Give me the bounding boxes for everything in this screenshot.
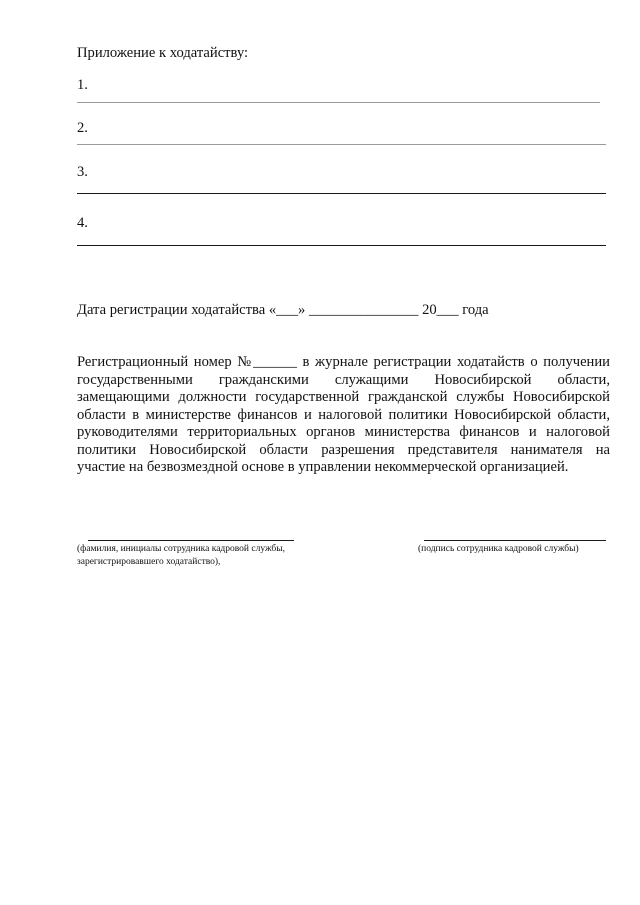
appendix-item-4-number: 4. [77, 215, 88, 231]
appendix-item-3-line [77, 193, 606, 194]
paragraph-line-4: области в министерстве финансов и налоговой политики Новосибирской области, [77, 406, 610, 423]
paragraph-line-5: руководителями территориальных органов министерства финансов и налоговой [77, 424, 610, 440]
appendix-item-4-line [77, 245, 606, 246]
appendix-item-3-number: 3. [77, 164, 88, 180]
staff-signature-line [424, 540, 606, 541]
staff-name-signature-line [88, 540, 294, 541]
paragraph-line-3: замещающими должности государственной гражданской службы Новосибирской [77, 389, 610, 405]
paragraph-line-6: политики Новосибирской области разрешения представителя нанимателя на [77, 441, 610, 458]
right-caption: (подпись сотрудника кадровой службы) [418, 544, 579, 554]
appendix-item-1-line [77, 102, 600, 103]
appendix-item-1-number: 1. [77, 77, 88, 93]
appendix-item-2-number: 2. [77, 120, 88, 136]
paragraph-line-2: государственными гражданскими служащими Новосибирской области, [77, 371, 610, 388]
left-caption-line-2: зарегистрировавшего ходатайство), [77, 557, 221, 567]
registration-date: Дата регистрации ходатайства «___» _______________ 20___ года [77, 302, 489, 318]
appendix-heading: Приложение к ходатайству: [77, 45, 249, 61]
paragraph-line-1: Регистрационный номер №______ в журнале регистрации ходатайств о получении [77, 354, 610, 370]
registration-number-paragraph [77, 354, 610, 477]
left-caption-line-1: (фамилия, инициалы сотрудника кадровой службы, [77, 544, 286, 554]
paragraph-line-7: участие на безвозмездной основе в управлении некоммерческой организацией. [77, 459, 569, 475]
appendix-item-2-line [77, 144, 606, 145]
